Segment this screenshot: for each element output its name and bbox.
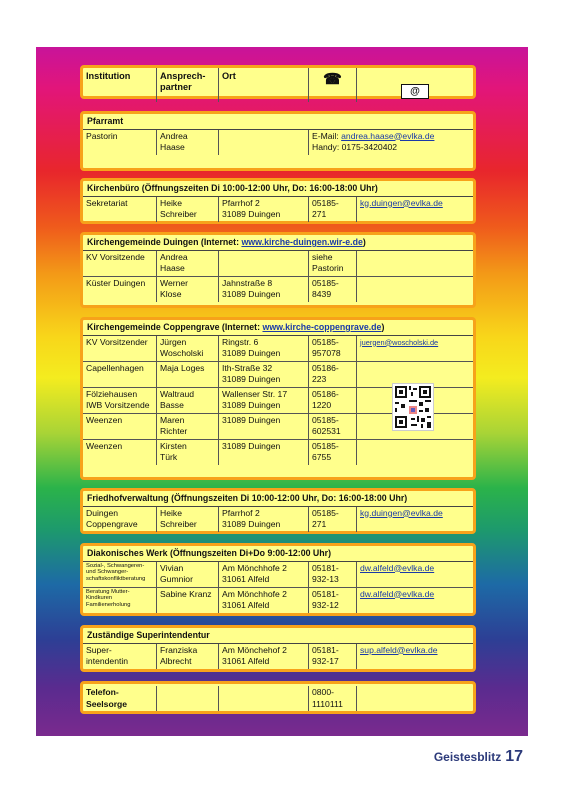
header-institution: Institution [83,68,157,102]
section-friedhof [80,488,476,534]
table-row [83,277,473,302]
section-title: Kirchenbüro (Öffnungszeiten Di 10:00-12:00 Uhr, Do: 16:00-18:00 Uhr) [83,181,473,197]
cell-contact: Jürgen Woscholski [157,336,219,361]
cell-phone: 05186- 1220 [309,388,357,413]
cell-contact: Kirsten Türk [157,440,219,465]
cell-phone: 05181- 932-17 [309,644,357,669]
cell-institution: Sekretariat [83,197,157,222]
cell-phone: 05185- 6755 [309,440,357,465]
cell-phone: 05185- 271 [309,507,357,532]
cell-institution: Duingen Coppengrave [83,507,157,532]
table-header [80,65,476,99]
table-row [83,507,473,532]
cell-email [357,251,473,276]
cell-institution: Sozial-, Schwangeren- und Schwanger-schaftskonfliktberatung [83,562,157,587]
section-title: Pfarramt [83,114,473,130]
email-link[interactable]: sup.alfeld@evlka.de [360,644,438,655]
cell-contact: Werner Klose [157,277,219,302]
cell-phone: 05181- 932-12 [309,588,357,613]
table-row [83,130,473,155]
cell-contact: Heike Schreiber [157,507,219,532]
cell-address: Pfarrhof 2 31089 Duingen [219,197,309,222]
cell-phone: siehe Pastorin [309,251,357,276]
cell-contact: Sabine Kranz [157,588,219,613]
cell-contact: Andrea Haase [157,251,219,276]
cell-address: Am Mönchhofe 2 31061 Alfeld [219,588,309,613]
table-row [83,684,473,711]
cell-phone: 05185- 602531 [309,414,357,439]
cell-email [357,440,473,465]
header-ort: Ort [219,68,309,102]
section-pfarramt [80,111,476,171]
cell-phone: 05185- 957078 [309,336,357,361]
website-link[interactable]: www.kirche-coppengrave.de [262,322,382,332]
cell-phone: 05181- 932-13 [309,562,357,587]
table-row [83,336,473,362]
section-title: Kirchengemeinde Coppengrave (Internet: www.kirche-coppengrave.de) [83,320,473,336]
cell-institution: Weenzen [83,414,157,439]
qr-code[interactable] [392,383,434,431]
cell-contact: Maja Loges [157,362,219,387]
cell-contact: Andrea Haase [157,130,219,155]
section-kirchenbuero [80,178,476,224]
cell-address: Ith-Straße 32 31089 Duingen [219,362,309,387]
cell-institution: Weenzen [83,440,157,465]
section-title: Friedhofverwaltung (Öffnungszeiten Di 10:00-12:00 Uhr, Do: 16:00-18:00 Uhr) [83,491,473,507]
cell-contact: Maren Richter [157,414,219,439]
page-footer [434,748,523,766]
table-row [83,588,473,613]
section-duingen [80,232,476,308]
cell-institution: KV Vorsitzender [83,336,157,361]
email-link[interactable]: dw.alfeld@evlka.de [360,588,435,599]
cell-address [219,251,309,276]
cell-address: Am Mönchhofe 2 31061 Alfeld [219,562,309,587]
section-title: Zuständige Superintendentur [83,628,473,644]
section-title: Kirchengemeinde Duingen (Internet: www.kirche-duingen.wir-e.de) [83,235,473,251]
envelope-at-icon: @ [357,68,473,102]
telephone-icon: ☎ [309,68,357,102]
cell-contact: Franziska Albrecht [157,644,219,669]
header-ansprechpartner: Ansprech- partner [157,68,219,102]
cell-phone: 05185- 8439 [309,277,357,302]
cell-institution: Küster Duingen [83,277,157,302]
cell-phone: 05185- 271 [309,197,357,222]
cell-email [357,277,473,302]
cell-address [219,686,309,711]
cell-address: 31089 Duingen [219,440,309,465]
cell-contact: Waltraud Basse [157,388,219,413]
handy-number: Handy: 0175-3420402 [312,142,398,152]
cell-institution: Pastorin [83,130,157,155]
cell-institution: KV Vorsitzende [83,251,157,276]
cell-contact [157,686,219,711]
magazine-title: Geistesblitz [433,750,502,764]
email-link[interactable]: dw.alfeld@evlka.de [360,562,435,573]
table-row [83,644,473,669]
cell-address: Pfarrhof 2 31089 Duingen [219,507,309,532]
cell-contact: Heike Schreiber [157,197,219,222]
cell-institution: Telefon- Seelsorge [83,686,157,711]
cell-address [219,130,309,155]
cell-institution: Capellenhagen [83,362,157,387]
cell-phone: 0800- 1110111 [309,686,357,711]
section-superintendentur [80,625,476,672]
email-link[interactable]: kg.duingen@evlka.de [360,507,443,518]
cell-address: Ringstr. 6 31089 Duingen [219,336,309,361]
website-link[interactable]: www.kirche-duingen.wir-e.de [241,237,363,247]
cell-address: Am Mönchehof 2 31061 Alfeld [219,644,309,669]
table-row [83,251,473,277]
cell-address: Jahnstraße 8 31089 Duingen [219,277,309,302]
table-row [83,440,473,465]
section-telefonseelsorge [80,681,476,714]
email-link[interactable]: juergen@woscholski.de [360,337,439,347]
email-link[interactable]: kg.duingen@evlka.de [360,197,443,208]
cell-institution: Super- intendentin [83,644,157,669]
cell-institution: Beratung Mutter-Kindkuren Familienerholung [83,588,157,613]
page-number: 17 [505,748,523,765]
section-title: Diakonisches Werk (Öffnungszeiten Di+Do 9:00-12:00 Uhr) [83,546,473,562]
cell-email [357,686,473,711]
cell-address: 31089 Duingen [219,414,309,439]
section-diakonie [80,543,476,616]
email-link[interactable]: andrea.haase@evlka.de [341,130,435,141]
table-row [83,562,473,588]
cell-contact: Vivian Gumnior [157,562,219,587]
cell-contact-details: E-Mail: andrea.haase@evlka.de Handy: 0175-3420402 [312,130,435,152]
table-row [83,197,473,222]
cell-phone: 05186- 223 [309,362,357,387]
cell-address: Wallenser Str. 17 31089 Duingen [219,388,309,413]
cell-institution: Fölziehausen IWB Vorsitzende [83,388,157,413]
